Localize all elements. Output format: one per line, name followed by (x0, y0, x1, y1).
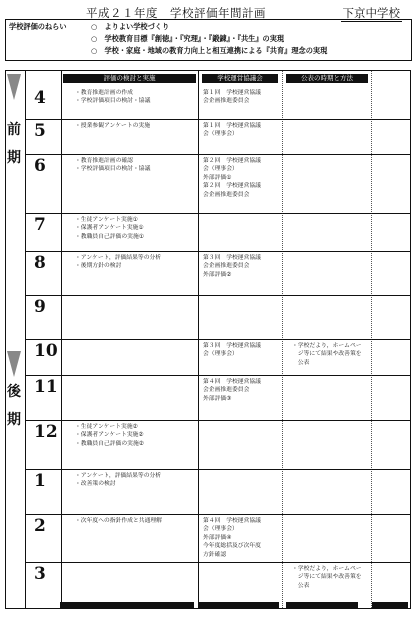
council-cell (203, 157, 283, 199)
evaluation-cell (75, 157, 200, 174)
row-divider (25, 420, 410, 421)
aim-item: ○ よりよい学校づくり (91, 22, 170, 31)
cell-line: ・保護者アンケート実施① (75, 225, 144, 232)
cell-line: 外部評価④ (203, 534, 232, 541)
aim-item: ○ 学校・家庭・地域の教育力向上と相互連携による『共育』理念の実現 (91, 46, 328, 55)
month-label: 9 (34, 297, 46, 317)
cell-line: 第２回 学校運営協議 (203, 158, 261, 164)
cell-line: ・学校評価項目の検討・協議 (75, 166, 151, 173)
cell-line: ・教育推進計画の確認 (75, 158, 133, 164)
cell-line: 外部評価② (203, 271, 232, 278)
cell-line: 公表 (292, 359, 310, 366)
first-term-marker (7, 74, 21, 100)
row-divider (25, 339, 410, 340)
row-divider (25, 469, 410, 470)
month-label: 6 (34, 156, 46, 176)
cell-line: ・授業参観アンケートの実施 (75, 123, 151, 129)
council-cell (203, 122, 283, 139)
evaluation-cell (75, 472, 200, 489)
evaluation-cell (75, 216, 200, 241)
cell-line: ・アンケート，評価結果等の分析 (75, 255, 162, 261)
council-cell (203, 89, 283, 106)
cell-line: ・改善策の検討 (75, 481, 116, 488)
month-label: 5 (34, 121, 46, 141)
cell-line: 会企画推進委員会 (203, 387, 250, 394)
cell-line: 公表 (292, 582, 310, 589)
month-label: 7 (34, 215, 46, 235)
cell-line: 会（理事会） (203, 166, 238, 173)
footer-bar (199, 602, 279, 608)
footer-bar (372, 602, 408, 608)
row-divider (25, 514, 410, 515)
publication-cell (292, 565, 368, 590)
cell-line: 第３回 学校運営協議 (203, 255, 261, 261)
second-term-char: 後 (7, 384, 21, 400)
aims-box (5, 19, 412, 61)
second-term-marker (7, 351, 21, 377)
plan-table (5, 70, 411, 609)
aim-item: ○ 学校教育目標『創徳』・『究理』・『鍛錬』・『共生』の実現 (91, 34, 285, 43)
aims-label: 学校評価のねらい (9, 22, 67, 31)
column-header-publication: 公表の時期と方法 (286, 74, 368, 83)
cell-line: 会企画推進委員会 (203, 98, 250, 105)
row-divider (25, 295, 410, 296)
cell-line: ・アンケート，評価結果等の分析 (75, 473, 162, 479)
cell-line: 会（理事会） (203, 351, 238, 358)
cell-line: ・学校評価項目の検討・協議 (75, 98, 151, 105)
row-divider (25, 119, 410, 120)
month-label: 11 (34, 377, 58, 397)
month-label: 3 (34, 564, 46, 584)
row-divider (25, 154, 410, 155)
month-label: 10 (34, 341, 58, 361)
council-cell (203, 378, 283, 403)
second-term-char: 期 (7, 412, 21, 428)
cell-line: 外部評価① (203, 174, 232, 181)
cell-line: ・生徒アンケート実施① (75, 217, 138, 223)
evaluation-cell (75, 254, 200, 271)
cell-line: 会企画推進委員会 (203, 263, 250, 270)
month-label: 1 (34, 471, 46, 491)
month-label: 8 (34, 253, 46, 273)
council-cell (203, 517, 283, 559)
first-term-char: 期 (7, 150, 21, 166)
column-header-council: 学校運営協議会 (202, 74, 278, 83)
month-label: 12 (34, 422, 58, 442)
column-header-evaluation: 評価の検討と実施 (63, 74, 196, 83)
council-cell (203, 254, 283, 279)
month-label: 2 (34, 516, 46, 536)
cell-line: 第２回 学校運営協議 (203, 183, 261, 190)
cell-line: ・保護者アンケート実施② (75, 432, 144, 439)
evaluation-cell (75, 122, 200, 130)
evaluation-cell (75, 517, 200, 525)
council-cell (203, 342, 283, 359)
footer-bar (60, 602, 194, 608)
row-divider (25, 375, 410, 376)
row-divider (25, 251, 410, 252)
row-divider (25, 562, 410, 563)
cell-line: 今年度総括及び次年度 (203, 543, 261, 550)
row-divider (25, 213, 410, 214)
month-label: 4 (34, 88, 46, 108)
cell-line: ・教職員自己評価の実施② (75, 440, 144, 447)
cell-line: ・次年度への指針作成と共通理解 (75, 518, 162, 524)
cell-line: 会（理事会） (203, 131, 238, 138)
cell-line: 外部評価③ (203, 395, 232, 402)
cell-line: 第１回 学校運営協議 (203, 90, 261, 96)
cell-line: 第１回 学校運営協議 (203, 123, 261, 129)
cell-line: 第３回 学校運営協議 (203, 343, 261, 349)
cell-line: 第４回 学校運営協議 (203, 379, 261, 385)
publication-cell (292, 342, 368, 367)
cell-line: ・教育推進計画の作成 (75, 90, 133, 96)
page-title: 平成２１年度 学校評価年間計画 (86, 6, 266, 20)
cell-line: 会企画推進委員会 (203, 191, 250, 198)
evaluation-cell (75, 423, 200, 448)
cell-line: ・学校だより，ホームペー (292, 566, 362, 572)
cell-line: 第４回 学校運営協議 (203, 518, 261, 524)
cell-line: ・教職員自己評価の実施① (75, 233, 144, 240)
first-term-char: 前 (7, 122, 21, 138)
cell-line: ・後期方針の検討 (75, 263, 122, 270)
school-name: 下京中学校 (342, 6, 400, 20)
footer-bar (286, 602, 358, 608)
evaluation-cell (75, 89, 200, 106)
cell-line: 方針確認 (203, 551, 227, 558)
cell-line: ・学校だより，ホームペー (292, 343, 362, 349)
cell-line: ジ等にて結果や改善策を (292, 574, 362, 581)
cell-line: ・生徒アンケート実施② (75, 424, 138, 430)
cell-line: 会（理事会） (203, 526, 238, 533)
cell-line: ジ等にて結果や改善策を (292, 351, 362, 358)
